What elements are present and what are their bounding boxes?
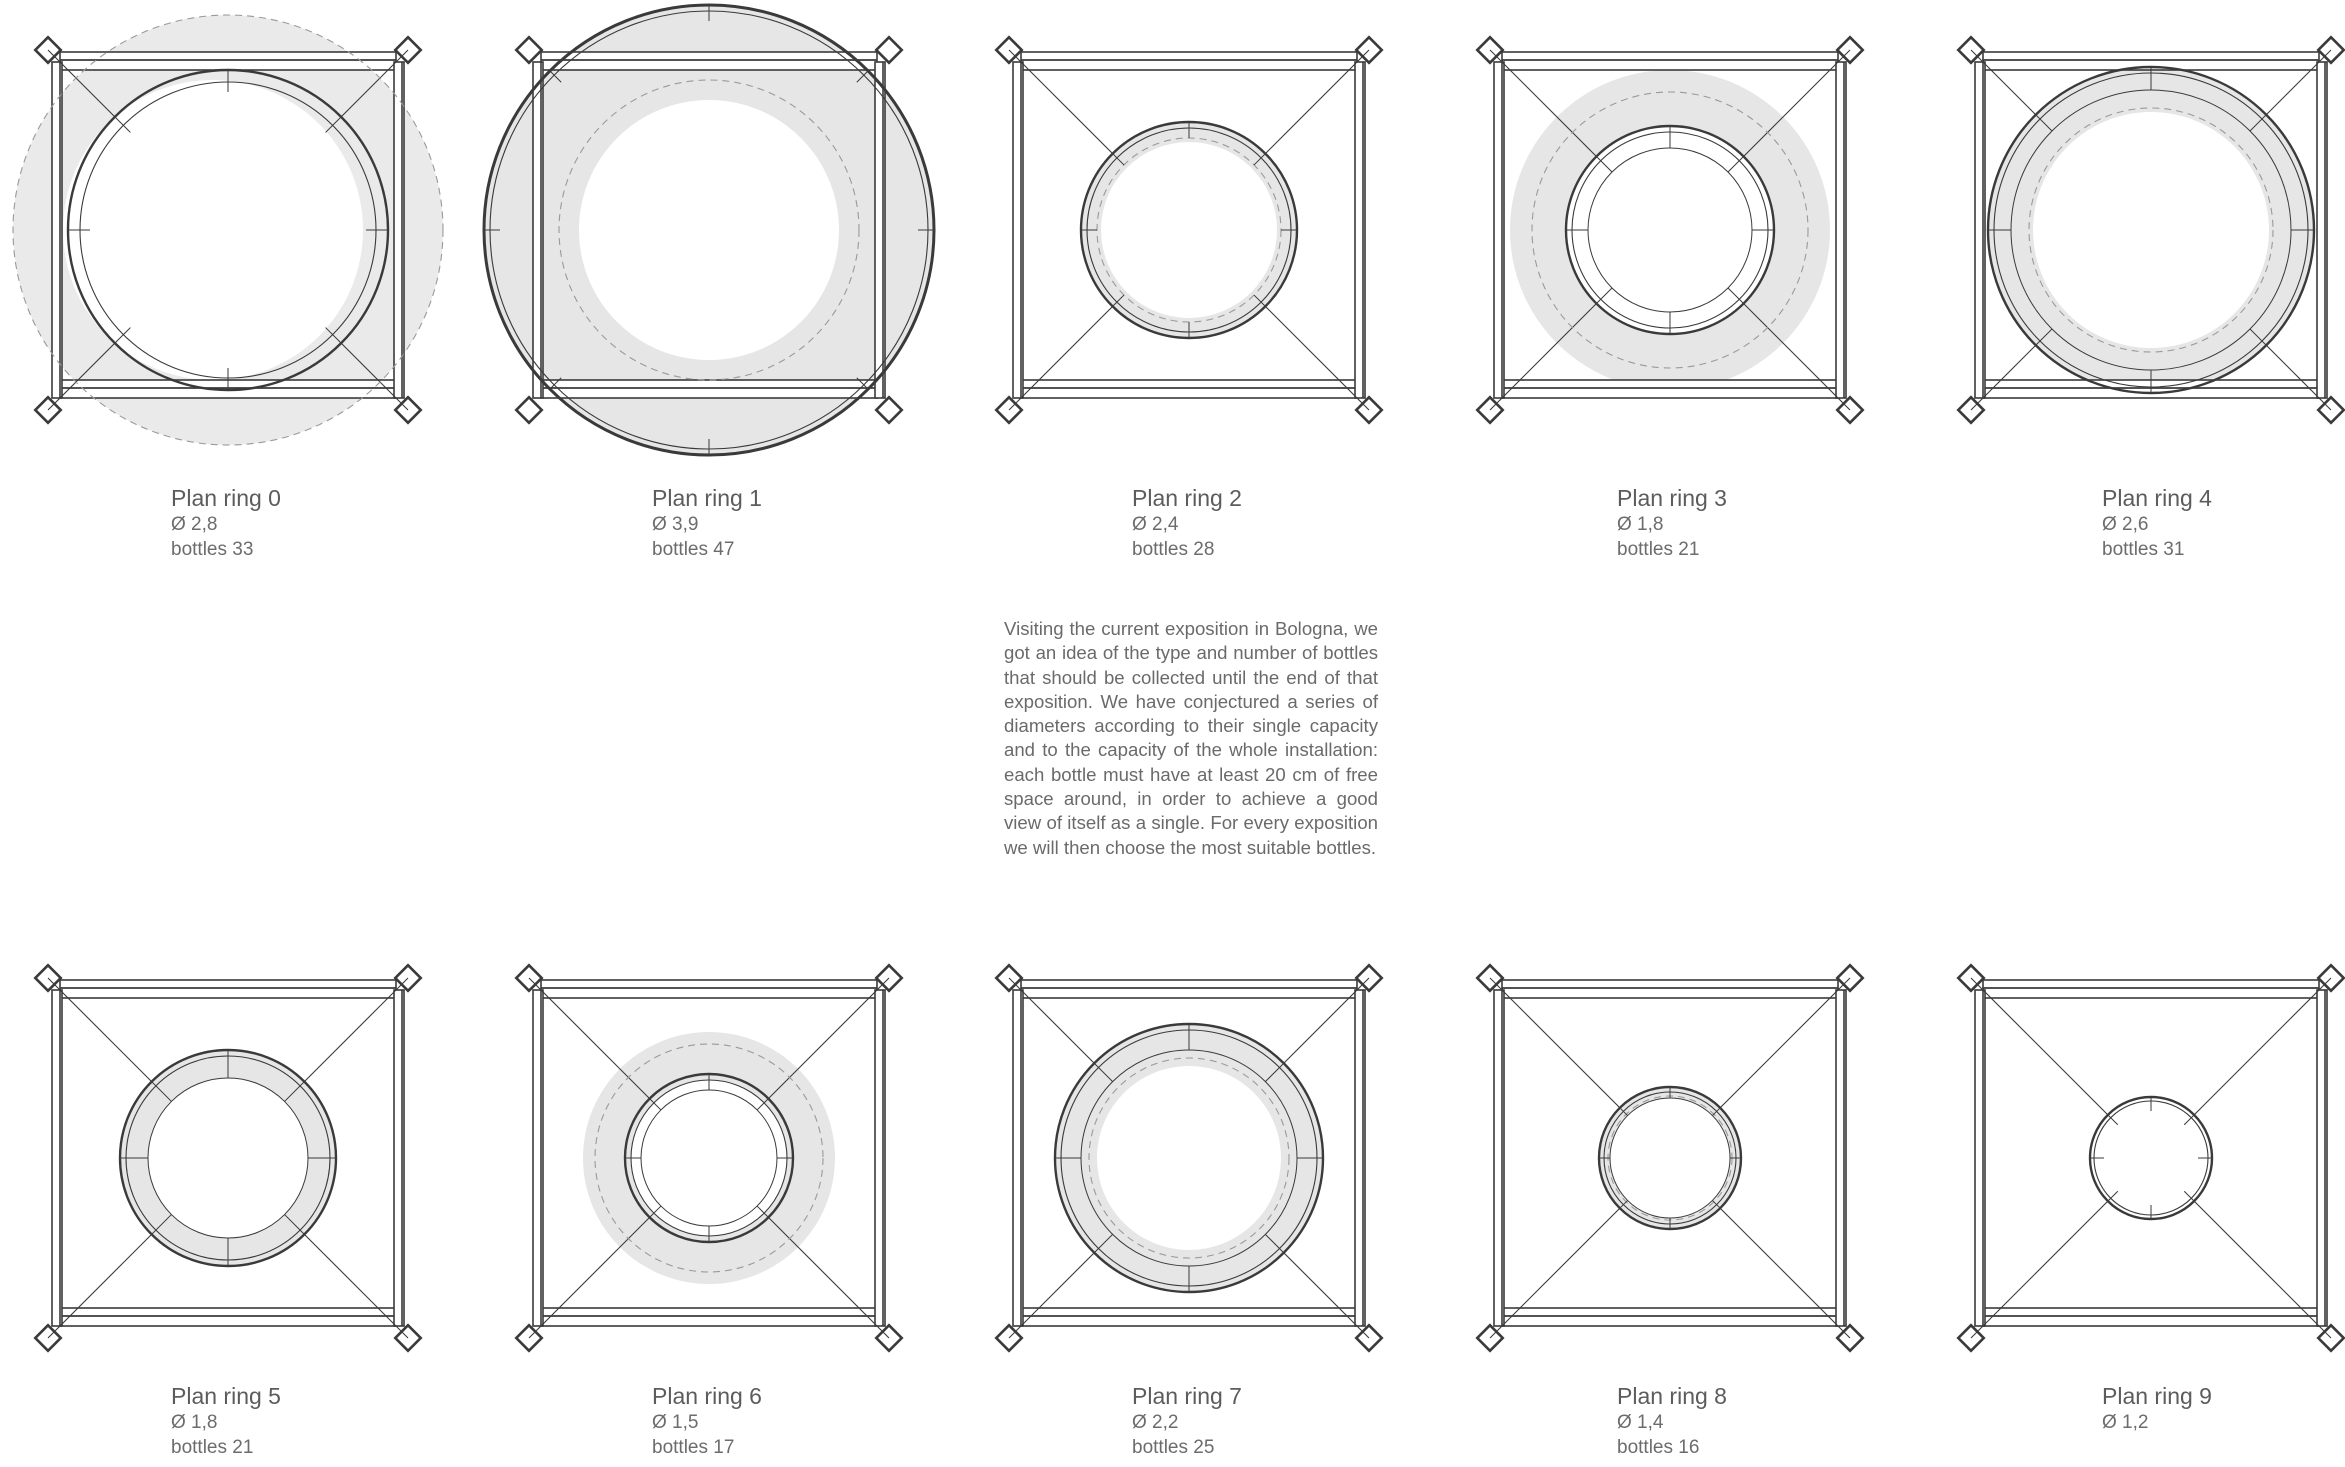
plan-diameter: Ø 2,2 <box>1132 1412 1179 1433</box>
plan-title: Plan ring 1 <box>652 485 762 511</box>
plan-drawing-ring-7 <box>999 968 1379 1348</box>
beam <box>1021 52 1357 70</box>
beam <box>1502 980 1838 998</box>
plan-title: Plan ring 0 <box>171 485 281 511</box>
tension-cables <box>1971 978 2331 1338</box>
beam <box>1502 52 1838 70</box>
plan-svg <box>519 40 899 420</box>
plan-svg <box>1480 968 1860 1348</box>
plan-caption <box>652 1383 952 1460</box>
plan-bottle-count: bottles 21 <box>171 1437 254 1458</box>
plan-title: Plan ring 4 <box>2102 485 2212 511</box>
plan-svg <box>999 968 1379 1348</box>
plan-bottle-count: bottles 47 <box>652 539 735 560</box>
beam <box>1502 380 1838 398</box>
beam <box>541 52 877 70</box>
ring-shelf <box>641 1090 777 1226</box>
plan-svg <box>38 40 418 420</box>
plan-title: Plan ring 9 <box>2102 1383 2212 1409</box>
plan-drawing-ring-0 <box>38 40 418 420</box>
plan-svg <box>999 40 1379 420</box>
plan-diameter: Ø 1,2 <box>2102 1412 2149 1433</box>
plan-title: Plan ring 2 <box>1132 485 1242 511</box>
plan-svg <box>38 968 418 1348</box>
plan-caption <box>171 485 471 562</box>
plan-caption <box>1617 485 1917 562</box>
ring-shelf <box>1588 148 1752 312</box>
tension-cables <box>1490 978 1850 1338</box>
tick <box>1596 288 1612 304</box>
plan-svg <box>1961 968 2341 1348</box>
ring-ticks <box>1566 126 1774 334</box>
corner-joint <box>516 397 541 422</box>
plan-caption <box>1132 1383 1432 1460</box>
plan-drawing-ring-4 <box>1961 40 2341 420</box>
beam <box>1021 980 1357 998</box>
tick <box>1728 288 1744 304</box>
tension-cables <box>1009 50 1369 410</box>
plan-bottle-count: bottles 21 <box>1617 539 1700 560</box>
tension-cables <box>48 978 408 1338</box>
plan-caption <box>2102 1383 2345 1435</box>
plan-drawing-ring-2 <box>999 40 1379 420</box>
plan-drawing-ring-1 <box>519 40 899 420</box>
ring-ticks <box>1599 1087 1741 1229</box>
plan-diameter: Ø 1,5 <box>652 1412 699 1433</box>
plan-bottle-count: bottles 17 <box>652 1437 735 1458</box>
plan-diameter: Ø 1,8 <box>1617 514 1664 535</box>
plan-title: Plan ring 8 <box>1617 1383 1727 1409</box>
plan-svg <box>1480 40 1860 420</box>
plan-bottle-count: bottles 31 <box>2102 539 2185 560</box>
plan-title: Plan ring 7 <box>1132 1383 1242 1409</box>
plan-drawing-ring-8 <box>1480 968 1860 1348</box>
beam <box>1983 1308 2319 1326</box>
plan-bottle-count: bottles 28 <box>1132 539 1215 560</box>
corner-joint <box>876 397 901 422</box>
beam <box>541 1308 877 1326</box>
plan-title: Plan ring 5 <box>171 1383 281 1409</box>
plan-bottle-count: bottles 25 <box>1132 1437 1215 1458</box>
corner-joint <box>516 37 541 62</box>
tick <box>1728 156 1744 172</box>
plan-bottle-count: bottles 16 <box>1617 1437 1700 1458</box>
plan-bottle-count: bottles 33 <box>171 539 254 560</box>
plan-title: Plan ring 3 <box>1617 485 1727 511</box>
ring-ticks <box>120 1050 336 1266</box>
plan-caption <box>1617 1383 1917 1460</box>
beam <box>60 1308 396 1326</box>
tick <box>1596 156 1612 172</box>
description-text: Visiting the current exposition in Bologna, we got an idea of the type and number of bottles that should be collected until the end of that exposition. We have conjectured a series of diameters according to their single capacity and to the capacity of the whole installation: each bottle must have at least 20 cm of free space around, in order to achieve a good view of itself as a single. For every exposition we will then choose the most suitable bottles. <box>1004 618 1378 858</box>
ring-ticks <box>2090 1097 2212 1219</box>
plan-drawing-ring-5 <box>38 968 418 1348</box>
plan-caption <box>2102 485 2345 562</box>
beam <box>1021 1308 1357 1326</box>
plan-caption <box>1132 485 1432 562</box>
beam <box>541 980 877 998</box>
beam <box>1502 1308 1838 1326</box>
plan-drawing-ring-6 <box>519 968 899 1348</box>
plan-diameter: Ø 2,4 <box>1132 514 1179 535</box>
ring-shelf <box>1610 1098 1730 1218</box>
beam <box>60 52 396 70</box>
ring-ticks <box>1988 67 2314 393</box>
plan-diameter: Ø 1,4 <box>1617 1412 1664 1433</box>
plan-diameter: Ø 2,8 <box>171 514 218 535</box>
beam <box>1983 980 2319 998</box>
plan-diameter: Ø 2,6 <box>2102 514 2149 535</box>
ring-ticks <box>625 1074 793 1242</box>
plan-diameter: Ø 1,8 <box>171 1412 218 1433</box>
plan-drawing-ring-9 <box>1961 968 2341 1348</box>
beam <box>541 380 877 398</box>
beam <box>60 980 396 998</box>
plan-svg <box>1961 40 2341 420</box>
plan-diameter: Ø 3,9 <box>652 514 699 535</box>
plan-caption <box>171 1383 471 1460</box>
ring-shelf <box>148 1078 308 1238</box>
plan-caption <box>652 485 952 562</box>
plan-title: Plan ring 6 <box>652 1383 762 1409</box>
corner-joint <box>876 37 901 62</box>
plan-svg <box>519 968 899 1348</box>
beam <box>1021 380 1357 398</box>
ring-ticks <box>1081 122 1297 338</box>
plan-drawing-ring-3 <box>1480 40 1860 420</box>
